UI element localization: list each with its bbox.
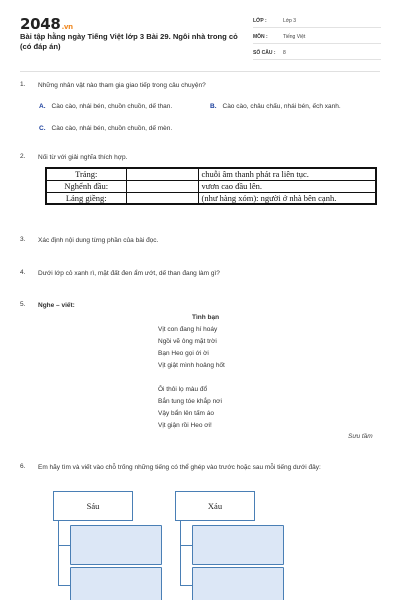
poem-line: Bạn Heo gọi ới ời bbox=[158, 350, 209, 357]
meaning-cell: chuỗi âm thanh phát ra liên tục. bbox=[198, 168, 376, 180]
poem-line: Ôi thôi lọ màu đổ bbox=[158, 386, 208, 393]
meta-value: 8 bbox=[283, 49, 286, 56]
poem-line: Vậy bẩn lên tấm áo bbox=[158, 410, 215, 417]
meaning-cell: (như hàng xóm): người ở nhà bên cạnh. bbox=[198, 192, 376, 204]
option-b[interactable] bbox=[210, 103, 341, 110]
option-c[interactable] bbox=[39, 125, 172, 132]
connector-cell[interactable] bbox=[126, 168, 198, 180]
document-header bbox=[0, 0, 400, 64]
option-text: Cào cào, nhái bén, chuồn chuồn, dế mèn. bbox=[51, 125, 173, 132]
connector-line bbox=[180, 585, 192, 586]
question-number: 2. bbox=[20, 153, 26, 160]
question-text: Nối từ với giải nghĩa thích hợp. bbox=[38, 154, 128, 161]
logo-main: 2048 bbox=[20, 15, 61, 33]
meta-row-subject bbox=[253, 30, 381, 44]
question-number: 5. bbox=[20, 301, 26, 308]
question-text: Những nhân vật nào tham gia giao tiếp trong câu chuyện? bbox=[38, 82, 206, 89]
meta-label: LỚP : bbox=[253, 17, 267, 24]
word-box-sau: Sáu bbox=[53, 491, 133, 521]
poem-line: Vịt giật mình hoảng hốt bbox=[158, 362, 225, 369]
document-title: Bài tập hằng ngày Tiếng Việt lớp 3 Bài 29. Ngôi nhà trong cỏ (có đáp án) bbox=[20, 32, 238, 51]
poem-title: Tình bạn bbox=[192, 314, 220, 321]
option-letter: B. bbox=[210, 103, 217, 110]
answer-blank[interactable] bbox=[70, 567, 162, 600]
question-number: 4. bbox=[20, 269, 26, 276]
table-row bbox=[46, 180, 376, 192]
word-box-xau: Xáu bbox=[175, 491, 255, 521]
word-cell: Trảng: bbox=[46, 168, 126, 180]
question-number: 3. bbox=[20, 236, 26, 243]
connector-line bbox=[180, 545, 192, 546]
question-number: 1. bbox=[20, 81, 26, 88]
meta-value: Tiếng Việt bbox=[283, 33, 306, 40]
meta-label: SỐ CÂU : bbox=[253, 49, 276, 56]
logo-suffix: .vn bbox=[61, 23, 73, 31]
meta-row-grade bbox=[253, 14, 381, 28]
meta-label: MÔN : bbox=[253, 33, 268, 40]
option-letter: C. bbox=[39, 125, 46, 132]
poem-line: Ngồi vẽ ông mặt trời bbox=[158, 338, 217, 345]
poem-line: Bắn tung tóe khắp nơi bbox=[158, 398, 222, 405]
question-text: Em hãy tìm và viết vào chỗ trống những tiếng có thể ghép vào trước hoặc sau mỗi tiếng dưới đây: bbox=[38, 464, 321, 471]
question-text: Xác định nội dung từng phần của bài đọc. bbox=[38, 237, 159, 244]
word-cell: Láng giềng: bbox=[46, 192, 126, 204]
answer-blank[interactable] bbox=[192, 567, 284, 600]
meta-row-count bbox=[253, 46, 381, 60]
connector-line bbox=[58, 585, 70, 586]
answer-blank[interactable] bbox=[192, 525, 284, 565]
poem-line: Vịt giận rồi Heo ơi! bbox=[158, 422, 212, 429]
option-a[interactable] bbox=[39, 103, 172, 110]
option-text: Cào cào, nhái bén, chuồn chuồn, dế than. bbox=[51, 103, 173, 110]
option-text: Cào cào, châu chấu, nhái bén, ếch xanh. bbox=[222, 103, 341, 110]
meta-value: Lớp 3 bbox=[283, 17, 297, 24]
table-row bbox=[46, 168, 376, 180]
header-divider bbox=[20, 71, 380, 72]
poem-line: Vịt con đang hí hoáy bbox=[158, 326, 218, 333]
matching-table bbox=[45, 167, 377, 205]
connector-cell[interactable] bbox=[126, 192, 198, 204]
connector-line bbox=[180, 521, 181, 586]
answer-blank[interactable] bbox=[70, 525, 162, 565]
table-row bbox=[46, 192, 376, 204]
question-text: Dưới lớp cỏ xanh rì, mặt đất đen ẩm ướt, dế than đang làm gì? bbox=[38, 270, 220, 277]
question-text: Nghe – viết: bbox=[38, 302, 75, 309]
connector-line bbox=[58, 545, 70, 546]
option-letter: A. bbox=[39, 103, 46, 110]
site-logo[interactable] bbox=[20, 15, 73, 33]
poem-author: Sưu tầm bbox=[348, 433, 373, 440]
word-cell: Nghểnh đầu: bbox=[46, 180, 126, 192]
connector-cell[interactable] bbox=[126, 180, 198, 192]
document-meta bbox=[253, 14, 381, 62]
connector-line bbox=[58, 521, 59, 586]
meaning-cell: vươn cao đầu lên. bbox=[198, 180, 376, 192]
question-number: 6. bbox=[20, 463, 26, 470]
